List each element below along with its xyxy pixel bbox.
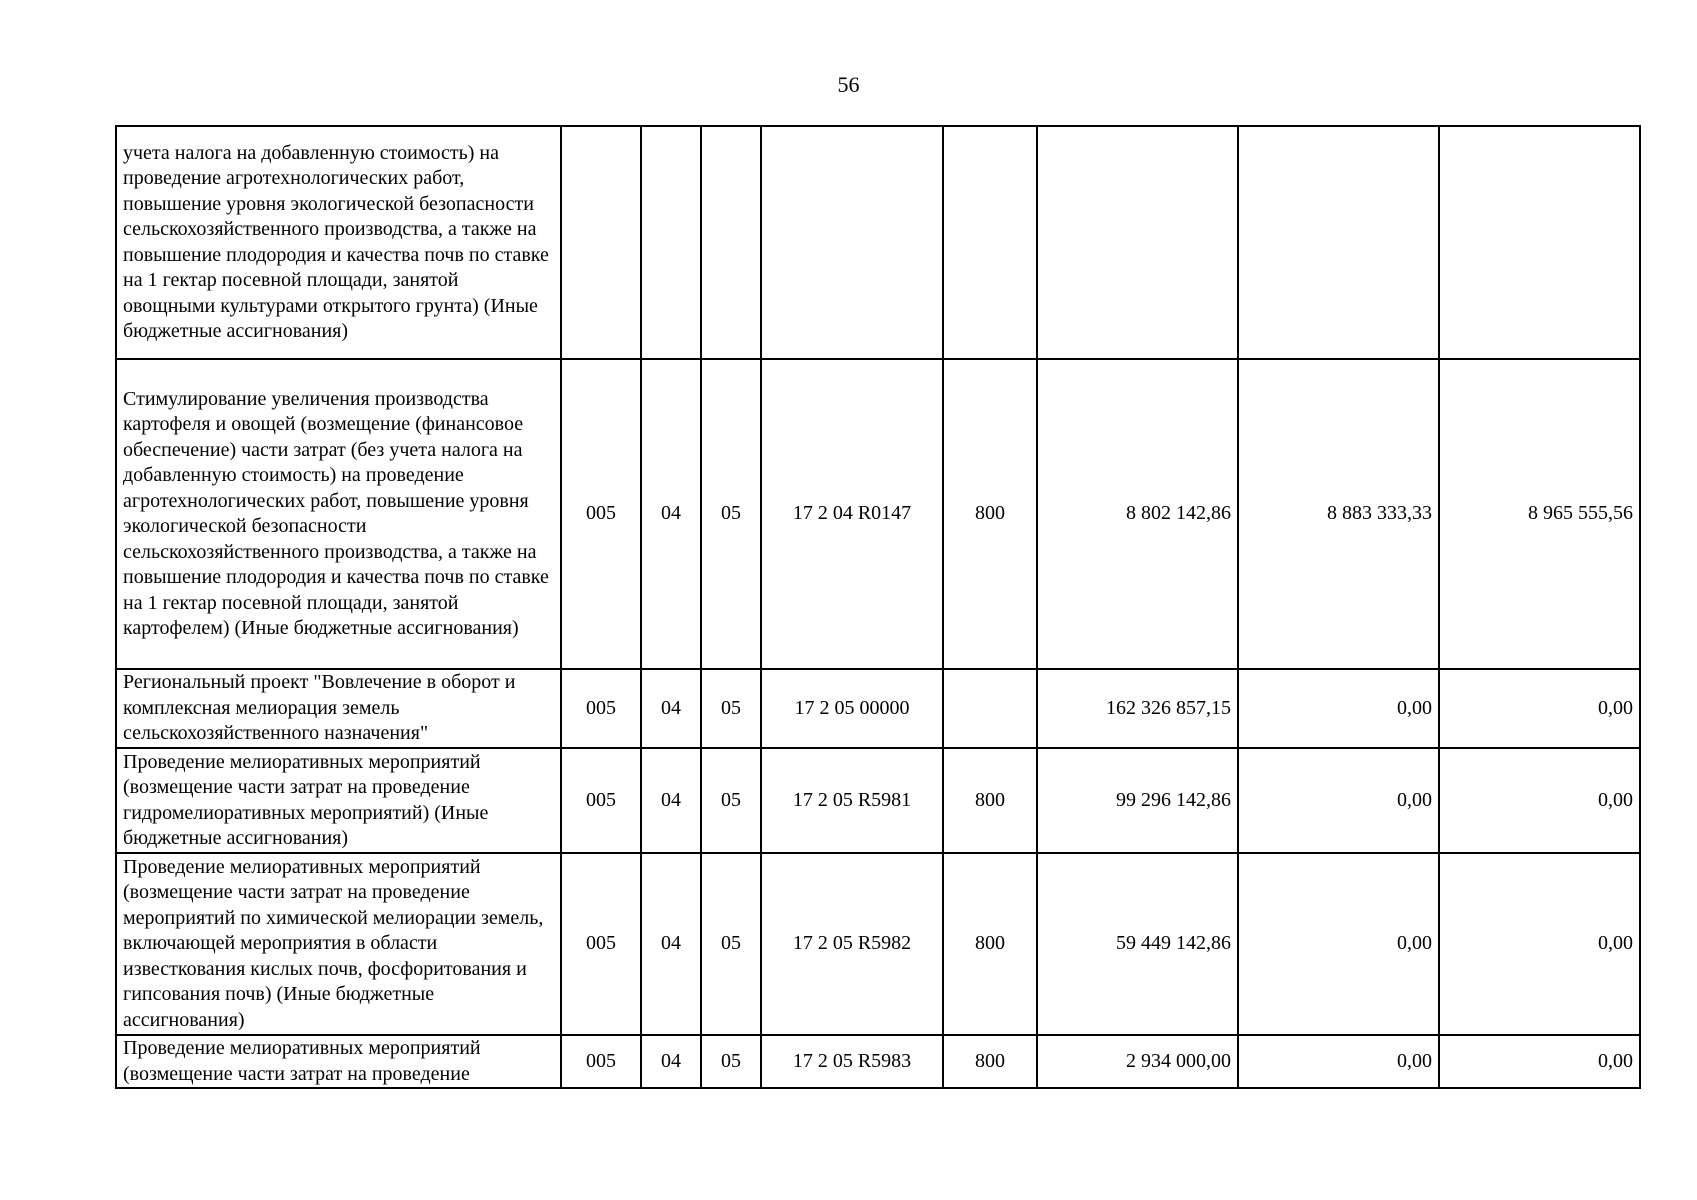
- subsection-code: 05: [701, 853, 761, 1035]
- row-description: Проведение мелиоративных мероприятий (возмещение части затрат на проведение: [116, 1035, 561, 1088]
- ministry-code: 005: [561, 853, 641, 1035]
- amount-2: 8 883 333,33: [1238, 359, 1439, 669]
- table-row: [116, 669, 1640, 748]
- row-description: учета налога на добавленную стоимость) на проведение агротехнологических работ, повышение уровня экологической безопасности сельскохозяйственного производства, а также на повышение плодородия и качества почв по ставке на 1 гектар посевной площади, занятой овощными культурами открытого грунта) (Иные бюджетные ассигнования): [116, 126, 561, 359]
- section-code: [641, 126, 701, 359]
- target-article-code: 17 2 05 R5983: [761, 1035, 943, 1088]
- subsection-code: 05: [701, 1035, 761, 1088]
- target-article-code: 17 2 05 R5982: [761, 853, 943, 1035]
- section-code: 04: [641, 669, 701, 748]
- amount-2: 0,00: [1238, 853, 1439, 1035]
- expense-type-code: [943, 669, 1037, 748]
- amount-1: 8 802 142,86: [1037, 359, 1238, 669]
- amount-3: 0,00: [1439, 1035, 1640, 1088]
- section-code: 04: [641, 853, 701, 1035]
- subsection-code: 05: [701, 748, 761, 853]
- amount-3: 8 965 555,56: [1439, 359, 1640, 669]
- budget-table: [115, 125, 1641, 1089]
- expense-type-code: 800: [943, 748, 1037, 853]
- amount-2: 0,00: [1238, 669, 1439, 748]
- subsection-code: [701, 126, 761, 359]
- amount-2: 0,00: [1238, 1035, 1439, 1088]
- expense-type-code: [943, 126, 1037, 359]
- table-row: [116, 126, 1640, 359]
- ministry-code: [561, 126, 641, 359]
- row-description: Региональный проект "Вовлечение в оборот и комплексная мелиорация земель сельскохозяйственного назначения": [116, 669, 561, 748]
- ministry-code: 005: [561, 748, 641, 853]
- row-description: Стимулирование увеличения производства картофеля и овощей (возмещение (финансовое обеспечение) части затрат (без учета налога на добавленную стоимость) на проведение агротехнологических работ, повышение уровня экологической безопасности сельскохозяйственного производства, а также на повышение плодородия и качества почв по ставке на 1 гектар посевной площади, занятой картофелем) (Иные бюджетные ассигнования): [116, 359, 561, 669]
- amount-3: 0,00: [1439, 669, 1640, 748]
- target-article-code: [761, 126, 943, 359]
- table-row: [116, 853, 1640, 1035]
- expense-type-code: 800: [943, 853, 1037, 1035]
- target-article-code: 17 2 05 00000: [761, 669, 943, 748]
- ministry-code: 005: [561, 359, 641, 669]
- row-description: Проведение мелиоративных мероприятий (возмещение части затрат на проведение мероприятий по химической мелиорации земель, включающей мероприятия в области известкования кислых почв, фосфоритования и гипсования почв) (Иные бюджетные ассигнования): [116, 853, 561, 1035]
- expense-type-code: 800: [943, 359, 1037, 669]
- target-article-code: 17 2 05 R5981: [761, 748, 943, 853]
- page-number: 56: [837, 72, 860, 97]
- amount-3: 0,00: [1439, 748, 1640, 853]
- subsection-code: 05: [701, 359, 761, 669]
- table-row: [116, 1035, 1640, 1088]
- target-article-code: 17 2 04 R0147: [761, 359, 943, 669]
- table-row: [116, 748, 1640, 853]
- amount-3: 0,00: [1439, 853, 1640, 1035]
- row-description: Проведение мелиоративных мероприятий (возмещение части затрат на проведение гидромелиоративных мероприятий) (Иные бюджетные ассигнования): [116, 748, 561, 853]
- ministry-code: 005: [561, 1035, 641, 1088]
- amount-2: [1238, 126, 1439, 359]
- section-code: 04: [641, 1035, 701, 1088]
- amount-3: [1439, 126, 1640, 359]
- expense-type-code: 800: [943, 1035, 1037, 1088]
- amount-1: 99 296 142,86: [1037, 748, 1238, 853]
- section-code: 04: [641, 748, 701, 853]
- amount-2: 0,00: [1238, 748, 1439, 853]
- amount-1: 162 326 857,15: [1037, 669, 1238, 748]
- amount-1: 59 449 142,86: [1037, 853, 1238, 1035]
- amount-1: 2 934 000,00: [1037, 1035, 1238, 1088]
- table-row: [116, 359, 1640, 669]
- amount-1: [1037, 126, 1238, 359]
- ministry-code: 005: [561, 669, 641, 748]
- section-code: 04: [641, 359, 701, 669]
- subsection-code: 05: [701, 669, 761, 748]
